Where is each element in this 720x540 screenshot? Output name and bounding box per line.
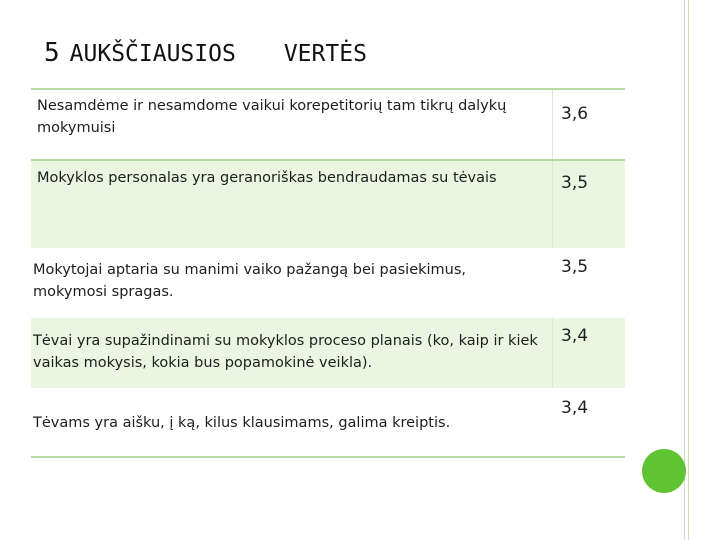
decorative-green-circle xyxy=(642,449,686,493)
row-text: Nesamdėme ir nesamdome vaikui korepetitorių tam tikrų dalykų mokymuisi xyxy=(37,98,507,136)
row-value: 3,4 xyxy=(561,398,589,418)
row-text: Mokytojai aptaria su manimi vaiko pažangą bei pasiekimus, mokymosi spragas. xyxy=(33,262,467,300)
row-value: 3,5 xyxy=(561,173,589,193)
table-row xyxy=(31,161,625,248)
table-row xyxy=(31,248,625,318)
right-edge-border xyxy=(684,0,689,540)
row-text: Tėvams yra aišku, į ką, kilus klausimams, galima kreiptis. xyxy=(33,415,451,431)
row-text: Tėvai yra supažindinami su mokyklos proceso planais (ko, kaip ir kiek vaikas mokysis, kokia bus popamokinė veikla). xyxy=(33,333,538,371)
title-word-1: AUKŠČIAUSIOS xyxy=(69,41,236,67)
title-word-2: VERTĖS xyxy=(283,41,367,67)
table-bottom-rule xyxy=(31,456,625,458)
column-divider xyxy=(552,161,553,248)
row-value: 3,5 xyxy=(561,257,589,277)
row-text: Mokyklos personalas yra geranoriškas bendraudamas su tėvais xyxy=(37,170,497,186)
column-divider xyxy=(552,90,553,160)
table-row xyxy=(31,318,625,388)
table-row xyxy=(31,90,625,160)
row-value: 3,6 xyxy=(561,104,589,124)
page-title xyxy=(44,38,367,68)
title-number: 5 xyxy=(44,38,60,68)
table-row xyxy=(31,388,625,456)
row-value: 3,4 xyxy=(561,326,589,346)
column-divider xyxy=(552,318,553,388)
